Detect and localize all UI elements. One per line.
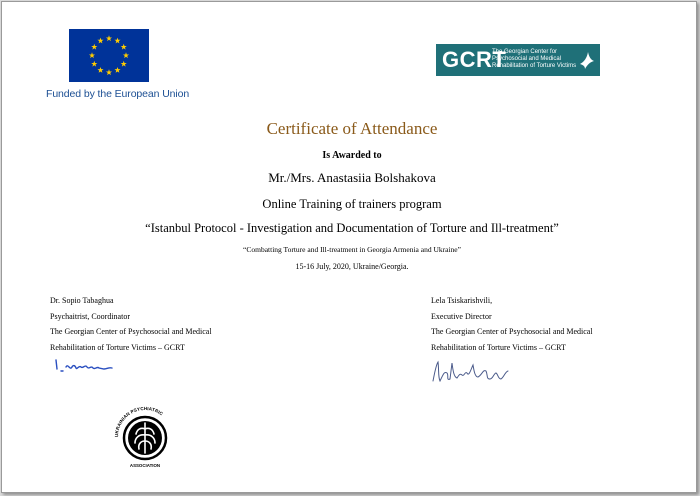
recipient-name: Mr./Mrs. Anastasiia Bolshakova xyxy=(268,170,436,185)
signatory-right xyxy=(431,293,593,355)
project-name: “Combatting Torture and Ill-treatment in Georgia Armenia and Ukraine” xyxy=(243,245,461,254)
gcrt-name-line: Rehabilitation of Torture Victims xyxy=(492,63,577,69)
eu-flag-icon xyxy=(69,29,149,82)
gcrt-acronym: GCRT xyxy=(442,47,507,72)
gcrt-full-name xyxy=(492,49,584,70)
association-seal-icon xyxy=(110,405,180,471)
signature-left-icon xyxy=(52,357,132,377)
signature-right-icon xyxy=(430,357,520,387)
signatory-role: Psychaitrist, Coordinator xyxy=(50,311,130,321)
eu-funding-caption: Funded by the European Union xyxy=(46,88,190,100)
signatory-left xyxy=(50,293,212,355)
signatory-name: Lela Tsiskarishvili, xyxy=(431,296,493,305)
signatory-org: Rehabilitation of Torture Victims – GCRT xyxy=(431,342,566,352)
bird-icon xyxy=(578,50,596,70)
course-title: “Istanbul Protocol - Investigation and Documentation of Torture and Ill-treatment” xyxy=(145,221,559,235)
training-dates: 15-16 July, 2020, Ukraine/Georgia. xyxy=(295,262,409,271)
program-name: Online Training of trainers program xyxy=(262,197,442,211)
signatory-org: The Georgian Center of Psychosocial and Medical xyxy=(50,327,212,336)
signatory-org: The Georgian Center of Psychosocial and Medical xyxy=(431,327,593,336)
gcrt-name-line: Psychosocial and Medical xyxy=(492,56,562,62)
svg-text:ASSOCIATION: ASSOCIATION xyxy=(129,463,161,468)
signatory-name: Dr. Sopio Tabaghua xyxy=(50,296,114,305)
signatory-org: Rehabilitation of Torture Victims – GCRT xyxy=(50,342,185,352)
gcrt-logo xyxy=(436,44,600,76)
certificate-page xyxy=(1,1,697,493)
awarded-text: Is Awarded to xyxy=(322,150,382,161)
gcrt-name-line: The Georgian Center for xyxy=(492,49,558,55)
signatory-role: Executive Director xyxy=(431,311,492,321)
certificate-title: Certificate of Attendance xyxy=(266,119,438,138)
svg-text:UKRAINIAN PSYCHIATRIC: UKRAINIAN PSYCHIATRIC xyxy=(113,405,164,438)
